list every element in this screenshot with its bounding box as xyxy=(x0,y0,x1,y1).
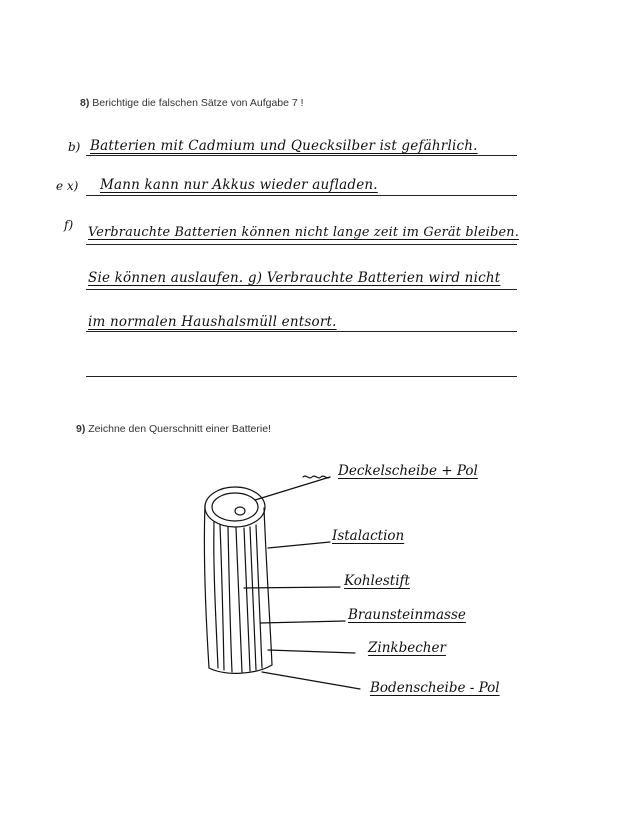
answer-f-continued: Sie können auslaufen. g) Verbrauchte Batterien wird nicht xyxy=(88,270,501,286)
task-8-number: 8) xyxy=(80,97,90,109)
answer-g-continued: im normalen Haushalsmüll entsort. xyxy=(88,314,337,330)
answer-marker-b: b) xyxy=(68,140,81,154)
pointer-zinc xyxy=(268,650,355,653)
answer-b: Batterien mit Cadmium und Quecksilber ist gefährlich. xyxy=(90,138,478,154)
task-8-text: Berichtige die falschen Sätze von Aufgabe 7 ! xyxy=(92,97,304,109)
battery-top-inner xyxy=(212,493,258,521)
pointer-cover xyxy=(255,477,330,500)
label-carbon-rod: Kohlestift xyxy=(344,573,410,589)
task-9-number: 9) xyxy=(76,423,86,435)
battery-left-side xyxy=(204,505,209,668)
label-manganese-mass: Braunsteinmasse xyxy=(348,607,466,623)
pointer-manganese xyxy=(260,621,345,623)
label-zinc-cup: Zinkbecher xyxy=(368,640,446,656)
answer-marker-e: e x) xyxy=(56,179,79,193)
label-cover-pole: Deckelscheibe + Pol xyxy=(338,463,478,479)
scribble-mark xyxy=(303,476,330,478)
answer-e: Mann kann nur Akkus wieder aufladen. xyxy=(100,177,378,193)
answer-f: Verbrauchte Batterien können nicht lange zeit im Gerät bleiben. xyxy=(88,225,519,240)
answer-marker-f: f) xyxy=(64,218,74,232)
battery-pole xyxy=(235,507,245,515)
pointer-insulation xyxy=(268,542,330,548)
label-base-pole: Bodenscheibe - Pol xyxy=(370,680,500,696)
battery-right-side xyxy=(264,508,272,665)
label-insulation: Istalaction xyxy=(332,528,405,544)
pointer-base xyxy=(262,672,360,689)
task-9-text: Zeichne den Querschnitt einer Batterie! xyxy=(88,423,271,435)
